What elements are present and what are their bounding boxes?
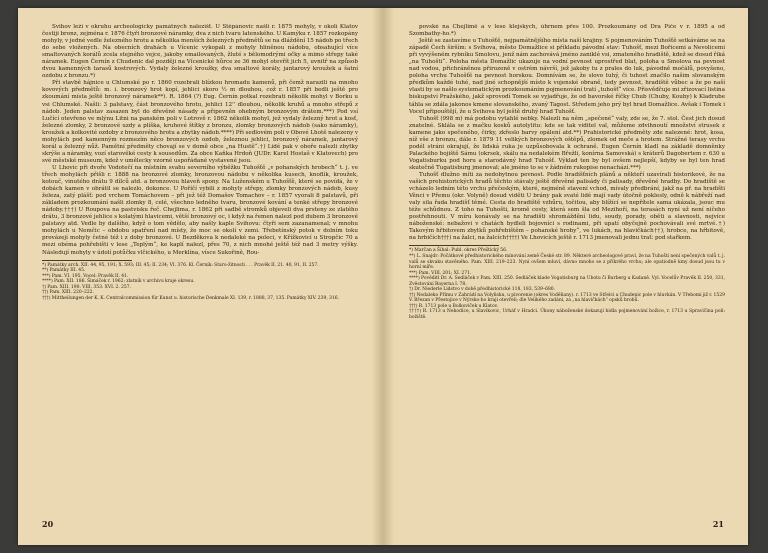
footnote: *) Marčan a Šíbal: Publ. okres Přeštický 56. [409, 248, 508, 254]
footnote: †) Dr. Niederle Lidstvo v době předhistorické 118, 183, 539–680. [409, 287, 556, 293]
footnote-separator [409, 245, 499, 246]
book-spread [18, 8, 748, 545]
footnote: ***) Pam. VI. 195. Vocel: Pravěk II. 41. [42, 273, 129, 279]
right-page [409, 24, 725, 532]
right-paragraph-1: povské na Chejlimě a v lese klejských, úhrnem přes 100. Prozkoumány od Dra Píče v r. 1895 a od Szombathy-ho.*) [409, 24, 725, 38]
footnote-separator [42, 260, 132, 261]
footnote: †††) R. 1713 pole u Bolkoviček u Klatov. [409, 303, 499, 309]
footnote: ****) Pam. XII. 186. Šimáček r. 1962: zlatník v archivu kraje okresu. [42, 279, 195, 285]
footnote: ††††) R. 1713 u Nehodíce, u Slavíkovic, Urháť v Hradci. Úkony náboženské dokazují bidla pojmenování božice, r. 1713 u Spravičina polí: božiště. [409, 309, 725, 321]
footnote: †) Pam. XIII. 190. VIII. 353. XVI. 2. 257. [42, 284, 132, 290]
footnote: **) Památky III. 45. [42, 268, 86, 274]
left-paragraph-2: Při stavbě hájnice u Chlumské po r. 1860 rozebrali blízkou hromadu kamenů, při čemž narazili na mnoho kovových předmětů: m. i. bronzový hrot kopí, jehlici skoro ½ m dlouhou, což r. 1857 při bedli ještě pro zkoumání místa ještě bronzový náramek**). R. 1864 (?) Eug. Černín potkal rozebrati několik mohyl v Borku u vsi Chlumské. Našli: 3 palstavy, část bronzového hrotu, jehlici 12'' dlouhou, několik kruhů a mnoho střepů z nádob. Jeden palstav zasazen byl do dřevěné násady a připevněn ohebným bronzovým drátem.***) Pod vsí Lučící otevřeno ve mlýnu Litni na panském poli v Lotrově r. 1862 několik mohyl, jež vydaly železný hrot a kosť, železné zlomky, 2 bronzové uzdy a plíška, kruhové štítky z bronzu, zlomky bronzových nádob (sako náramky), kroužek a kolkovité ozdoby z bronzového hrotu a zbytky nádob.****) Při sedlovém poli v Obové Lhotě nalezeny v mohylách pod kamenným rozmezím něco bronzových ozdob, železnou jehlici, bronzový náramek, jantarový korál a železný nůž. Pamětní předměty chovají se v domě obce „na Hustě“.†) Lidé pak v oboře nalezli zbytky skrýše a náramky, vozí starověké cesty k sousedům. Za obce Kaňka Hrdoň (JUDr. Karel Hostaš v Klatovech) pro své městské museum, kdež v umělecky vzorné uspořádané vystavené jsou. [42, 80, 358, 164]
footnote: ***) Pam. VIII. 201; XI. 271. [409, 270, 472, 276]
page-number-left: 20 [42, 519, 54, 529]
footnote: *) Památky arch. XII. 44, 95, 191; X. 593; III. 45; II. 234; VI. 376. Kl. Černík: Staro-žitnosti . . . Pravěk II. 21. 40, 91, II. 257. [42, 262, 319, 268]
footnote: ****) Pověditl Dr. A. Sedláček v Pam. XIII. 250. Sedláček klade Vogatisburg na Ubotu či Burberg u Kadaně. Vyl. Vocelův Pravěk II. 250, 331, Zvěstování Bayerna I. 78. [409, 276, 725, 287]
left-paragraph-3: U Lhovic při dvoře Vodotečí na místním svahu severního výběžku Tuhošťě „v pohanských hrobech“ t. j. ve třech mohylách přišli r. 1888 na bronzové zlomky, bronzovou nádobu v několika kusech, knoflík, kroužek, kotouč, vinutého drátu 9 dílců atd. a bronzovou hlaveň spony. Na Luženském u Tuhošťě, které se povídá, že v dobách kamen v obrátil se nalezlo, dokonce. U Poříčí vybili z mohyly střepy, zlomky bronzových nádob, kusy železa, zatý plášť: pod vrchem Tomáchovem – při jež též Domašov Tomachov – r. 1857 vyorali 8 palstavů, při základem prozkoumání našli zlomky 8, celé, všechno ledněho tvaru, bronzové kování a tenké střepy bronzové nádoby.†††) U Roupova na pastvisku řeč. Chejlima, r. 1862 při sadbě stromků objeveli dva prsteny ze zlatého drátu, 3 bronzové jehlice s kolatými hlavicemi, větší bronzový oc, i když na řemen nalezl pod dubem 3 bronzové palstavy atd. Vedle by dalšího, když o tom vědělo, aby našly kaple Svihovu: čtyři sem zazanamenal; v mnohu mohylách u Nemčic – obdobu spatření nad místy, že moc se okolí v zemi. Třebetínský potok v dolním toku provázejí mohyly četné též i z doby bronzové. U Bezděkova k nedaleké na poleci, v Křížkovicí u Stropčic 70 a mezi obéma pohřebišti v lese „Teplým“, ke kaplí nalezl, přes 70, z nich mnohé ještě též nad 3 metry výšky. Následují mohyly v údolí potůčku vlčického, u Merklína, vísce Sukořině, Rou- [42, 164, 358, 256]
left-paragraph-1: Svihov leží v okruhu archeologicky památných nalezišť. U Štěpánovic našli r. 1875 mohyly, v okolí Klatov čestiji bronz, zejména r. 1876 čtyři bronzové náramky, dva z nich tvaru latenského. U Kamýku r. 1857 rozkopány mohyly, v jedné vedle železného hrotu a několika menších železných předmětů se na dláždění 15 nádob po třech do sebe vložených. Na obecních drahách u Vícenic vykopali z mohyly hliněnou nádobu, obsahující více smaltovaných korálů zcela stejného vejce, jakoby emailovaných, žluté s bělomodrými očky a mimo střepy také náramek. Eugen Černín z Chudenic dal později na Vícenické hůrce ze 36 mohyl otevřít jich 5, uvnitř na způsob dvou kamenných tarasů kostrových. Vydaly železné kroužky, dva smaltové korály, jantarový kroužek a šatní ozdobu z bronzu.*) [42, 24, 358, 80]
footnote: ††) Nedaleko Přímu v Zahrádí na Volyňsku, u pivorenie (okres Voděňany). r. 1713 ve Střelci a Chudenic pole v hluvkán. V Třebomi již r. 1529 V. Březan v Přestojice v Nýrsko-ho kraji otevřeli; dle Velikého zadání, za „na hlavičkách“ opsků hrobů. [409, 292, 725, 304]
right-paragraph-4: Tuhošť dlužno míti za nedobytnou pevnost. Podle hradišťních plánů a někteří uzavírali historikové, že na vašich prehistorických hradů těchto stávaly ještě dřevěné palisády či palisady, dřevěné hradby. Do hradiště se vcházelo ledním této vrchu přečeským, které, nejméně stavení vchod, mívaly předbrání, jakž na př. na hradišti Věnci v Přemu (okr. Volyně) dosud viděti U brány pak svaté lidé mají vady útočně poklesly, odně k nábřeží nad valy sila řada hradišť těmé. Cesta do hradiště vzhůru, točitou, aby blížící se nepřítele sama ukázala, jsouc mu téže schůdnou. Z toho na Tuhošti, kromě cesty, která sem šla od Mezihoří, na terasách nyní už není ničeho postřehnouti. V míru konávaly se na hradišti shromáždění lidu, soudy, porady, oběti a slavnosti, nejvíce náboženské: nebažovi v chatách bydleli bojovníci s rodinami, při upatí obyčejně pochovávali své mrtvé.†) Takovým hřbitovem zbytků pohřebištěm – pohanské hroby“, ve lukách, na hlavičkách††), hrobce, na hřbitově, na hrbičích†††) na žalci, na žalcích††††) Ve Lhovicích ještě r. 1713 jmenovali jednu trať: pod stařkem. [409, 171, 725, 242]
right-paragraph-3: Tuhošť (998 m) má podobu vytahlé nebky. Nalezli na něm „spečené“ valy, zde se, že 7. stol. Čest jich dosud znatelné. Sklála se z mačku kosků autolylitu: kde se tak viditel val, můžeme zdvihnoutí množství strusek z kamene jako spečeného, čirky, zkřeslo barvy opálení atd.**) Prahistorické předměty zde nalezené: hrot, kosa, níž vše z bronzu, dále r. 1879 11 velikých bronzových oštěpů, zlomek od meče a hrotem. Strážné terasy vrchu podél stráni okrajují, že lidská ruka je uzpůsobovala k ochraně. Eugen Černín kladl na základě domněnky Palackého bojiště Sámu (okrsek, skálu na nedalekém Břežli, konírna Samovská) s kráterů Dagobertem r. 630 u Vogatisburku pod horu a starodávný hrad Tuhošť. Výklad ten by byl ovšem nejlepší, kdyby se byl ten hrad skutečně Tugatisburg jmenoval; ale jméno to se v žádném rukopise nenachází.***) [409, 115, 725, 171]
footnote: **) L. Snajdr: Počátkové předhistorického mínování země České str. 89. Některé archeologové praví, že na Tuhošti není spečených valů t. j. valů se skvaku stavěného. Pam. XIII. 219–223. Nyní ovšem mluví, dávno mnoho se z příkrého vrchu; ale opatiodně kmy dosud jsou tu v horní míře. [409, 254, 725, 271]
book-gutter [372, 8, 394, 545]
footnote: ††) Pam. XIII. 220–222. [42, 290, 94, 296]
page-number-right: 21 [712, 519, 724, 529]
right-paragraph-2: Ještě se zastavíme u Tuhošťě, nejpamátnějšího místa naší krajiny. S pojmenováním Tuhošťě setkáváme se na západě Čech širším: s Svihova, město Domažlice si příkladu pávodní stav: Tuhošť, mezi Bořicemi a Nevolicemi při vyvýšeném rybníku Smolovu, jenž nám zachovává jméno zaniklé vsi, zmateného hradiště, kdež se dosud říká „na Tuhošti“. Poloha města Domažlic ukazuje na vodní pevnost uprostřed blat, poloha u Smolova na pevnost nad vodou, přichráněnou přirozeně v ostrém návrší, jež jakoby tu z prales do luk, pávodně močálů, povyšeno, poloha vrchu Tuhošťě na pevnost horskou. Domnívám se, že slovo tuhý, či tuhost značilo našim slovanským předkům každé tuhé, nad jiné schopnější místo k vojenské obraně, tedy pevnost, hradiště vůbec a že po naší vlasti by se našlo systematickým prozkoumáním pojmenování tratí „tuhošť“ více. Přisvědčuje mi zřizovací listina biskupství Pražského, jakž sprovodí Tomek se vyjadřuje, že od bavorské říčky Chub (Chuby, Kouby) k Kladrube táhla se zdála jakonos kmene slovanského, zvaný Tagost. Středem jeho prý byl hrad Domažlice. Avšak i Tomek i Vocel připouštějí, že u Svihova byl ještě druhý hrad Tuhošť. [409, 38, 725, 115]
footnote: †††) Mittheilungen der K. K. Centralcommission für Kunst u. historische Denkmale XI. 139, r. 1888, 37, 135. Památky XIV. 239, 316. [42, 295, 340, 301]
left-page [42, 24, 358, 532]
